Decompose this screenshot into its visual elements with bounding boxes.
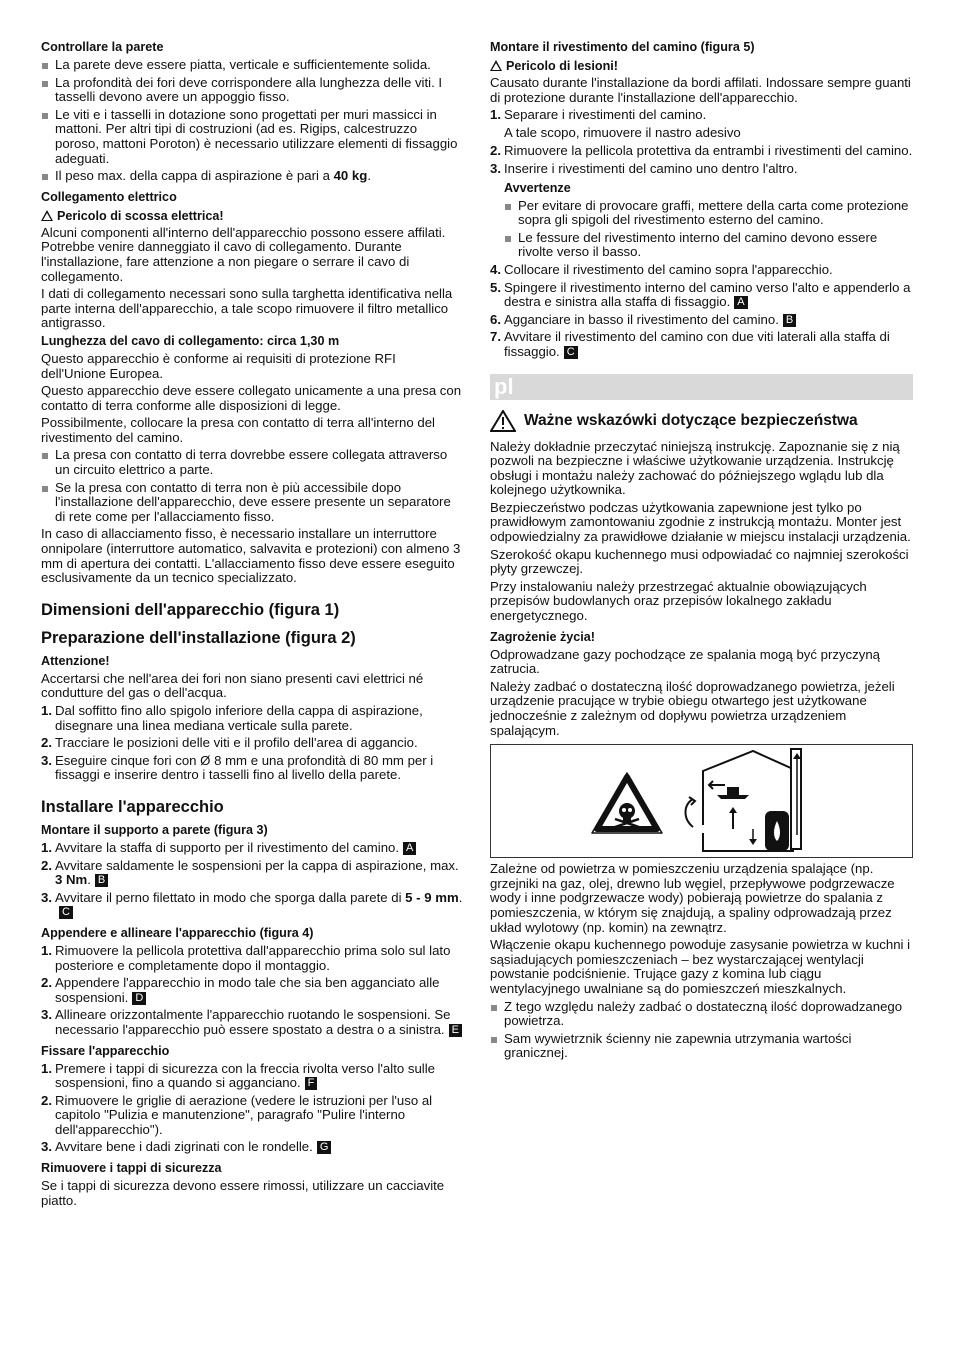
figure-tag: E <box>449 1024 462 1037</box>
list-item: La parete deve essere piatta, verticale e sufficientemente solida. <box>41 58 464 73</box>
list-item: Le viti e i tasselli in dotazione sono progettati per muri massicci in mattoni. Per altri tipi di costruzioni (ad es. Rigips, calcestruzzo poroso, mattoni Poroton) è necessario utilizzare elementi di fissaggio adeguati. <box>41 108 464 166</box>
step-item: 1. Premere i tappi di sicurezza con la freccia rivolta verso l'alto sulle sospensioni, fino a quando si agganciano. F <box>41 1060 435 1091</box>
chimney-steps-cont <box>490 144 913 176</box>
step-item: 3. Avvitare bene i dadi zigrinati con le rondelle. G <box>41 1140 464 1155</box>
warning-electric-shock: Pericolo di scossa elettrica! <box>41 209 464 224</box>
section-title-fix-appliance: Fissare l'apparecchio <box>41 1043 170 1058</box>
list-item: La presa con contatto di terra dovrebbe essere collegata attraverso un circuito elettrico a parte. <box>41 448 464 477</box>
figure-tag: F <box>305 1077 318 1090</box>
step-item: 2. Rimuovere le griglie di aerazione (vedere le istruzioni per l'uso al capitolo "Pulizia e manutenzione", paragrafo "Pulire l'interno dell'apparecchio"). <box>41 1092 433 1137</box>
hang-align-steps <box>41 944 464 1038</box>
paragraph: Causato durante l'installazione da bordi affilati. Indossare sempre guanti di protezione durante l'installazione dell'apparecchio. <box>490 75 911 105</box>
figure-tag: G <box>317 1141 332 1154</box>
paragraph: Alcuni componenti all'interno dell'apparecchio possono essere affilati. Potrebbe venire danneggiato il cavo di collegamento. Durante l'installazione, fare attenzione a non piegare o serrare il cavo di collegamento. <box>41 224 446 284</box>
step-item: 7. Avvitare il rivestimento del camino con due viti laterali alla staffa di fissaggio. C <box>490 329 890 359</box>
list-item: La profondità dei fori deve corrispondere alla lunghezza delle viti. I tasselli devono avere un appoggio fisso. <box>41 76 464 105</box>
weight-value: 40 kg <box>333 168 368 184</box>
section-title-remove-caps: Rimuovere i tappi di sicurezza <box>41 1161 222 1176</box>
wall-bracket-steps <box>41 841 464 920</box>
paragraph: Zależne od powietrza w pomieszczeniu urządzenia spalające (np. grzejniki na gaz, olej, drewno lub węgiel, przepływowe podgrzewacze wody i inne podgrzewacze wody) pobierają powietrze do spalania z pomieszczenia, w którym się znajdują, a spaliny odprowadzają przez układ wylotowy (np. komin) na zewnątrz. <box>490 861 895 935</box>
figure-tag: A <box>734 296 747 309</box>
list-item: Z tego względu należy zadbać o dostateczną ilość doprowadzanego powietrza. <box>490 1000 913 1029</box>
figure-tag: C <box>564 346 578 359</box>
heading-preparation: Preparazione dell'installazione (figura 2) <box>41 628 356 647</box>
section-title-wall-bracket: Montare il supporto a parete (figura 3) <box>41 822 268 837</box>
notes-block <box>490 181 913 260</box>
step-item: 3. Allineare orizzontalmente l'apparecchio ruotando le sospensioni. Se necessario l'apparecchio può essere spostato a destra o a sinistra. E <box>41 1008 464 1037</box>
step-item: 1. Rimuovere la pellicola protettiva dall'apparecchio prima solo sul lato posteriore e completamente dopo il montaggio. <box>41 942 451 973</box>
notes-title: Avvertenze <box>504 180 571 195</box>
figure-tag: D <box>132 992 146 1005</box>
paragraph: Questo apparecchio è conforme ai requisiti di protezione RFI dell'Unione Europea. <box>41 350 396 381</box>
hood-diagram <box>709 781 749 829</box>
figure-tag: B <box>783 314 796 327</box>
list-item: Sam wywietrznik ścienny nie zapewnia utrzymania wartości granicznej. <box>490 1032 913 1061</box>
heading-dimensions: Dimensioni dell'apparecchio (figura 1) <box>41 600 340 619</box>
list-item: Il peso max. della cappa di aspirazione è pari a 40 kg. <box>41 169 464 184</box>
warning-icon <box>41 210 53 221</box>
section-title-wall-check: Controllare la parete <box>41 40 164 54</box>
step-note: A tale scopo, rimuovere il nastro adesivo <box>504 124 741 140</box>
chimney-steps-final <box>490 263 913 360</box>
section-title-electrical: Collegamento elettrico <box>41 189 177 204</box>
paragraph: Se i tappi di sicurezza devono essere rimossi, utilizzare un cacciavite piatto. <box>41 1178 445 1208</box>
preparation-steps <box>41 704 464 783</box>
paragraph: Questo apparecchio deve essere collegato unicamente a una presa con contatto di terra conforme alle disposizioni di legge. <box>41 383 462 413</box>
section-title-hang-align: Appendere e allineare l'apparecchio (figura 4) <box>41 925 314 940</box>
illustration-graphic <box>491 745 912 857</box>
paragraph: Należy dokładnie przeczytać niniejszą instrukcję. Zapoznanie się z nią pozwoli na bezpieczne i właściwe użytkowanie urządzenia. Instrukcję obsługi i montażu należy zachować do późniejszego wglądu lub dla kolejnego użytkownika. <box>490 438 900 498</box>
step-item: 3. Inserire i rivestimenti del camino uno dentro l'altro. <box>490 160 798 176</box>
language-code: pl <box>494 373 514 399</box>
section-title-chimney: Montare il rivestimento del camino (figura 5) <box>490 40 755 54</box>
skull-warning-icon <box>592 773 662 833</box>
attention-title: Attenzione! <box>41 653 110 668</box>
step-item: 5. Spingere il rivestimento interno del camino verso l'alto e appenderlo a destra e sinistra alla staffa di fissaggio. A <box>490 279 911 310</box>
step-item: 3. Avvitare il perno filettato in modo che sporga dalla parete di 5 - 9 mm.C <box>41 889 463 919</box>
paragraph: Przy instalowaniu należy przestrzegać aktualnie obowiązujących przepisów budowlanych oraz przepisów lokalnego zakładu energetycznego. <box>490 578 867 624</box>
step-item: 2. Tracciare le posizioni delle viti e il profilo dell'area di aggancio. <box>41 735 418 751</box>
paragraph: Szerokość okapu kuchennego musi odpowiadać co najmniej szerokości płyty grzewczej. <box>490 546 909 577</box>
step-item: 1. Avvitare la staffa di supporto per il rivestimento del camino. A <box>41 841 464 856</box>
step-item: 2. Rimuovere la pellicola protettiva da entrambi i rivestimenti del camino. <box>490 143 913 159</box>
paragraph: I dati di collegamento necessari sono sulla targhetta identificativa nella parte interna dell'apparecchio, a tale scopo rimuovere il filtro metallico antigrasso. <box>41 286 453 331</box>
paragraph: Należy zadbać o dostateczną ilość doprowadzanego powietrza, jeżeli urządzenie pracujące w trybie obiegu otwartego jest użytkowane jednocześnie z zależnym od dopływu powietrza urządzeniem spalającym. <box>490 678 895 738</box>
paragraph: Włączenie okapu kuchennego powoduje zasysanie powietrza w kuchni i sąsiadujących pomieszczeniach – bez wystarczającej wentylacji powstanie podciśnienie. Trujące gazy z komina lub ciągu wentylacyjnego uwalniane są do pomieszczeń mieszkalnych. <box>490 937 911 996</box>
right-column <box>490 40 913 1064</box>
socket-list <box>41 448 464 524</box>
list-item: Le fessure del rivestimento interno del camino devono essere rivolte verso il basso. <box>504 231 913 260</box>
notes-list <box>504 199 913 260</box>
paragraph: Odprowadzane gazy pochodzące ze spalania mogą być przyczyną zatrucia. <box>490 646 880 677</box>
figure-tag: A <box>403 842 416 855</box>
warning-injury: Pericolo di lesioni! <box>490 59 913 74</box>
list-item: Per evitare di provocare graffi, mettere della carta come protezione sopra gli spigoli del rivestimento esterno del camino. <box>504 199 913 228</box>
figure-tag: C <box>59 906 73 919</box>
wall-check-list <box>41 58 464 184</box>
step-item: 4. Collocare il rivestimento del camino sopra l'apparecchio. <box>490 261 833 277</box>
figure-tag: B <box>95 874 108 887</box>
step-item: 3. Eseguire cinque fori con Ø 8 mm e una profondità di 80 mm per i fissaggi e inserire dentro i tasselli fino al livello della parete. <box>41 752 434 783</box>
step-item: 6. Agganciare in basso il rivestimento del camino. B <box>490 313 913 328</box>
air-supply-list <box>490 1000 913 1061</box>
fix-appliance-steps <box>41 1062 464 1156</box>
step-item: 2. Appendere l'apparecchio in modo tale che sia ben agganciato alle sospensioni. D <box>41 975 440 1005</box>
left-column <box>41 40 464 1211</box>
step-item: 1. Dal soffitto fino allo spigolo inferiore della cappa di aspirazione, disegnare una linea mediana verticale sulla parete. <box>41 703 423 733</box>
paragraph: In caso di allacciamento fisso, è necessario installare un interruttore onnipolare (interruttore automatico, salvavita e protezioni) con almeno 3 mm di apertura dei contatti. L'allacciamento fisso deve essere eseguito esclusivamente da un tecnico specializzato. <box>41 526 461 586</box>
paragraph: Bezpieczeństwo podczas użytkowania zapewnione jest tylko po prawidłowym zamontowaniu zgodnie z instrukcją montażu. Monter jest odpowiedzialny za prawidłowe działanie w miejscu instalacji urządzenia. <box>490 499 911 545</box>
step-item: 2. Avvitare saldamente le sospensioni per la cappa di aspirazione, max. 3 Nm. B <box>41 857 459 888</box>
step-item: 1. Separare i rivestimenti del camino. <box>490 107 707 123</box>
chimney-steps <box>490 108 913 123</box>
danger-title: Zagrożenie życia! <box>490 629 595 644</box>
paragraph: Accertarsi che nell'area dei fori non siano presenti cavi elettrici né condutture del gas o dell'acqua. <box>41 670 424 701</box>
poison-gas-illustration <box>490 744 913 858</box>
safety-heading: Ważne wskazówki dotyczące bezpieczeństwa <box>490 410 913 432</box>
list-item: Se la presa con contatto di terra non è più accessibile dopo l'installazione dell'apparecchio, deve essere presente un separatore di rete come per l'allacciamento fisso. <box>41 481 464 525</box>
section-title-cable-length: Lunghezza del cavo di collegamento: circa 1,30 m <box>41 333 340 348</box>
warning-icon <box>490 60 502 71</box>
heading-install: Installare l'apparecchio <box>41 797 224 816</box>
warning-icon <box>490 410 516 432</box>
language-bar <box>490 374 913 400</box>
paragraph: Possibilmente, collocare la presa con contatto di terra all'interno del rivestimento del camino. <box>41 415 435 445</box>
